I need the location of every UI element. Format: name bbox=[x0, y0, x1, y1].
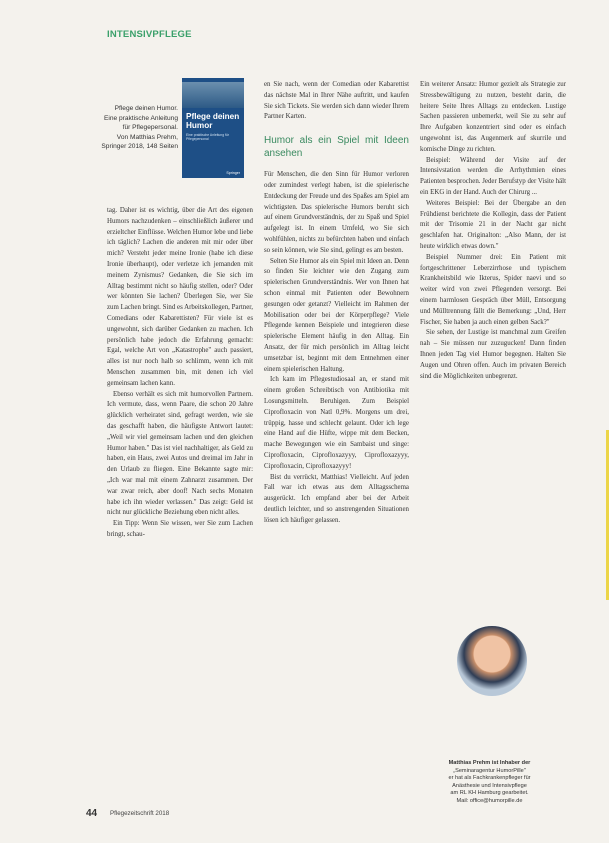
author-photo bbox=[457, 626, 527, 696]
paragraph: Weiteres Beispiel: Bei der Übergabe an den Frühdienst berichtete die Kollegin, dass der Patient mit der Trisomie 21 in der Nacht gar nicht geschlafen hat. Originalton: „Also Mann, der ist heute wirklich etwas down." bbox=[420, 199, 566, 250]
paragraph: Ich kam im Pflegestudiosaal an, er stand mit einem großen Schreibtisch von Antibiotika mit Losungsmitteln. Beruhigen. Zum Beispiel Ciprofloxacin von Natl 0,9%. Morgens um drei, trüppig, hasse und schlecht gelaunt. Oder ich lege eine Hand auf die Hüfte, wippe mit dem Becken, mache Bewegungen wie ein Sambaist und singe: Ciprofloxacin, Ciprofloxazyyy, Ciprofloxazyyy, Ciprofloxacin, Ciprofloxazyyy! bbox=[264, 376, 409, 470]
cover-title: Pflege deinen Humor bbox=[186, 112, 240, 130]
book-caption bbox=[78, 104, 178, 152]
bio-line: er hat als Fachkrankenpfleger für bbox=[448, 775, 531, 782]
cover-photo bbox=[182, 82, 244, 108]
caption-line: Springer 2018, 148 Seiten bbox=[101, 143, 178, 151]
bio-line: „Seminaragentur HumorPille" bbox=[453, 767, 526, 774]
author-bio bbox=[412, 760, 567, 806]
paragraph: Für Menschen, die den Sinn für Humor verloren oder zumindest verlegt haben, ist die spielerische Entdeckung der Freude und des Spaßes am Spiel am wichtigsten. Das spielerische Humors beruht sich auf einem Grundverständnis, der zu Spaß und Spiel aufgelegt ist. In einem Umfeld, wo Sie sich wohlfühlen, nichts zu befürchten haben und einfach so sein können, wie Sie sind, gelingt es am besten. bbox=[264, 171, 409, 254]
bio-line: am RL KH Hamburg gearbeitet. bbox=[450, 790, 529, 797]
paragraph: Ein Tipp: Wenn Sie wissen, wer Sie zum Lachen bringt, schau- bbox=[107, 520, 253, 538]
paragraph: Bist du verrückt, Matthias! Vielleicht. Auf jeden Fall war ich etwas aus dem Alltagsschema ausgerückt. Ich empfand aber bei der Arbeit deutlich leichter, und so anstrengenden Situationen lösen ich häufiger gelassen. bbox=[264, 473, 409, 524]
paragraph: en Sie nach, wenn der Comedian oder Kabarettist das nächste Mal in Ihrer Nähe auftritt, und kaufen Sie sich Tickets. Sie werden sich dann wieder Ihrem Partner Karten. bbox=[264, 81, 409, 121]
bio-line: Anästhesie und Intensivpflege bbox=[452, 782, 527, 789]
paragraph: Selten Sie Humor als ein Spiel mit Ideen an. Denn so finden Sie leichter wie den Zugang zum spielerischen Grundverständnis. Wer von Ihnen hat schon einmal mit Patienten oder Bewohnern gesungen oder getanzt? Vielleicht im Rahmen der Mobilisation oder bei der Körperpflege? Viele Pflegende kennen Beispiele und integrieren diese spielerische Element häufig in den Alltag. Ein Ansatz, der für mich persönlich im Alltag leicht umsetzbar ist, beginnt mit dem Entnehmen einer einem spielerischen Haltung. bbox=[264, 257, 409, 373]
bio-line: Mail: office@humorpille.de bbox=[456, 797, 523, 804]
caption-line: Von Matthias Prehm, bbox=[116, 133, 178, 141]
paragraph: tag. Daher ist es wichtig, über die Art des eigenen Humors nachzudenken – einschließlich äußerer und erzieltcher Einflüsse. Welchen Humor lebe und liebe ich täglich? Lachen die anderen mit mir oder über mich? Versteht jeder meine Ironie (habe ich diese Ironie überhaupt), oder verletze ich jemanden mit meinem Zynismus? Gedanken, die Sie sich im Alltag bestimmt nicht so häufig stellen, oder? Oder wer könnten Sie lachen? Überlegen Sie, wer Sie zum Lachen bringt. Sind es Arbeitskollegen, Partner, Comedians oder Kabarettisten? Für viele ist es ungewohnt, sich darüber Gedanken zu machen. Ich persönlich habe jedoch die Erfahrung gemacht: Egal, welche Art von „Katastrophe" auch passiert, alles ist nur noch halb so schlimm, wenn ich mit Menschen zusammen bin, mit denen ich viel gemeinsam lachen kann. bbox=[107, 207, 253, 387]
bio-line: Matthias Prehm ist Inhaber der bbox=[448, 760, 531, 766]
subheading: Humor als ein Spiel mit Ideen ansehen bbox=[264, 135, 409, 159]
paragraph: Sie sehen, der Lustige ist manchmal zum Greifen nah – Sie müssen nur zuzugucken! Dann finden Ihnen jeden Tag viel Humor begegnen. Halten Sie Augen und Ohren offen. Auch im privaten Bereich sind die Möglichkeiten unbegrenzt. bbox=[420, 329, 566, 380]
paragraph: Ein weiterer Ansatz: Humor gezielt als Strategie zur Stressbewältigung zu nutzen, besteht darin, die heitere Seite Ihres Alltags zu entdecken. Lustige Sachen passieren unbemerkt, weil Sie zu sehr auf Ihre Aufgaben konzentriert sind oder es einfach ungewohnt ist, das Augenmerk auf skurrile und komische Dinge zu richten. bbox=[420, 81, 566, 153]
paragraph: Ebenso verhält es sich mit humorvollen Partnern. Ich vermute, dass, wenn Paare, die schon 20 Jahre glücklich verheiratet sind, gefragt werden, wie sie das geschafft haben, die häufigste Antwort lautet: „Weil wir viel gemeinsam lachen und den gleichen Humor haben." Das ist viel nachhaltiger, als Geld zu haben, ein Haus, zwei Autos und dreimal im Jahr in den Urlaub zu fliegen. Eine Bekannte sagte mir: „Ich war mal mit einem Zahnarzt zusammen. Der war zwar reich, aber doof! Nach sechs Monaten habe ich ihn wieder verlassen." Das zeigt: Geld ist nicht nur glückliche Beziehung eben nicht alles. bbox=[107, 390, 253, 517]
cover-publisher: Springer bbox=[226, 171, 240, 175]
text-column-2 bbox=[264, 80, 409, 810]
paragraph: Beispiel: Während der Visite auf der Intensivstation werden die Arrhythmien eines Patienten besprochen. Jeder Berufstyp der Visite hält ein EKG in der Hand. Auch der Chirurg ... bbox=[420, 156, 566, 196]
caption-line: für Pflegepersonal. bbox=[122, 124, 178, 132]
text-column-3 bbox=[420, 80, 566, 620]
book-cover bbox=[182, 78, 244, 178]
magazine-name: Pflegezeitschrift 2018 bbox=[110, 810, 170, 817]
cover-subtitle: Eine praktische Anleitung für Pflegepersonal bbox=[186, 133, 229, 142]
section-title: INTENSIVPFLEGE bbox=[107, 29, 192, 40]
caption-line: Eine praktische Anleitung bbox=[103, 114, 178, 122]
page-number: 44 bbox=[86, 808, 98, 819]
text-column-1 bbox=[107, 206, 253, 806]
paragraph: Beispiel Nummer drei: Ein Patient mit fortgeschrittener Leberzirrhose und typischem Krankheitsbild wie Ikterus, Spider naevi und so weiter wird von zwei Pflegenden versorgt. Bei einem harmlosen Gespräch über Müll, Entsorgung und Mülltrennung fällt die Bemerkung: „Und, Herr Fischer, Sie haben ja auch einen gelben Sack?" bbox=[420, 253, 566, 326]
caption-line: Pflege deinen Humor. bbox=[114, 105, 178, 112]
